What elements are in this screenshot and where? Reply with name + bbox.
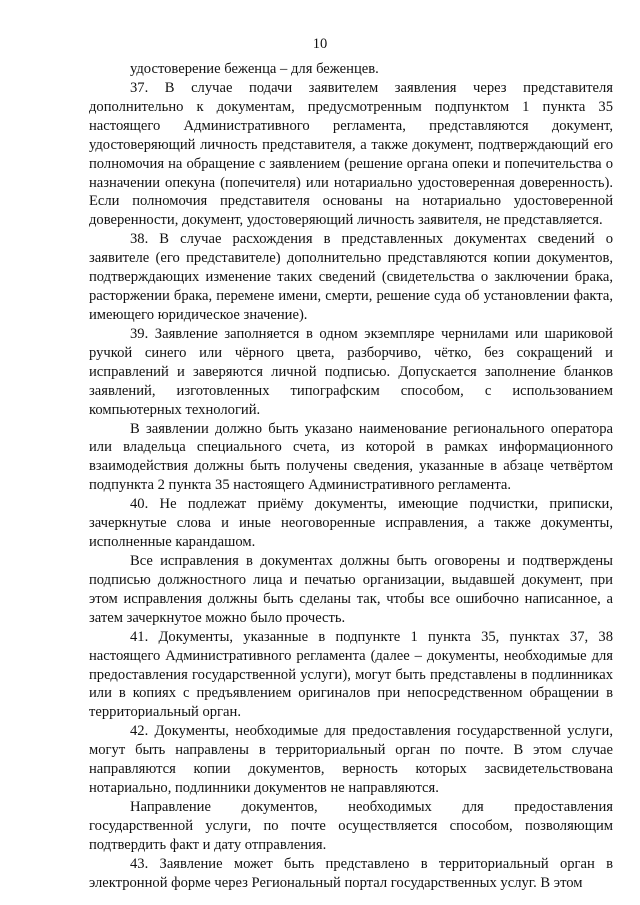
paragraph-38: 38. В случае расхождения в представленных документах сведений о заявителе (его представителе) дополнительно представляются копии документов, подтверждающих изменение таких сведений (свидетельства о заключении брака, расторжении брака, перемене имени, смерти, решение суда об установлении факта, имеющего юридическое значение). bbox=[89, 231, 613, 323]
paragraph-40-note: Все исправления в документах должны быть оговорены и подтверждены подписью должностного лица и печатью организации, выдавшей документ, при этом исправления должны быть сделаны так, чтобы все ошибочно написанное, а затем зачеркнутое можно было прочесть. bbox=[89, 552, 613, 626]
paragraph-37: 37. В случае подачи заявителем заявления через представителя дополнительно к документам, предусмотренным подпунктом 1 пункта 35 настоящего Административного регламента, представляются документ, удостоверяющий личность представителя, а также документ, подтверждающий его полномочия на обращение с заявлением (решение органа опеки и попечительства о назначении опекуна (попечителя) или нотариально удостоверенная доверенность). Если полномочия представителя основаны на нотариально удостоверенной доверенности, документ, удостоверяющий личность заявителя, не представляется. bbox=[89, 79, 613, 229]
paragraph-40: 40. Не подлежат приёму документы, имеющие подчистки, приписки, зачеркнутые слова и иные неоговоренные исправления, а также документы, исполненные карандашом. bbox=[89, 496, 613, 551]
paragraph-43: 43. Заявление может быть представлено в территориальный орган в электронной форме через Региональный портал государственных услуг. В этом bbox=[89, 855, 613, 891]
paragraph-39-note: В заявлении должно быть указано наименование регионального оператора или владельца специального счета, из которой в рамках информационного взаимодействия должны быть получены сведения, указанные в абзаце четвёртом подпункта 2 пункта 35 настоящего Административного регламента. bbox=[89, 420, 613, 494]
paragraph-39: 39. Заявление заполняется в одном экземпляре чернилами или шариковой ручкой синего или чёрного цвета, разборчиво, чётко, без сокращений и исправлений и заверяются личной подписью. Допускается заполнение бланков заявлений, изготовленных типографским способом, с использованием компьютерных технологий. bbox=[89, 325, 613, 418]
paragraph-41: 41. Документы, указанные в подпункте 1 пункта 35, пунктах 37, 38 настоящего Административного регламента (далее – документы, необходимые для предоставления государственной услуги), могут быть представлены в подлинниках или в копиях с предъявлением оригиналов при непосредственном обращении в территориальный орган. bbox=[89, 628, 613, 721]
paragraph-42-note: Направление документов, необходимых для предоставления государственной услуги, по почте осуществляется способом, позволяющим подтвердить факт и дату отправления. bbox=[89, 798, 613, 853]
paragraph-42: 42. Документы, необходимые для предоставления государственной услуги, могут быть направлены в территориальный орган по почте. В этом случае направляются копии документов, верность которых засвидетельствована нотариально, подлинники документов не направляются. bbox=[89, 723, 613, 797]
page-number: 10 bbox=[312, 36, 328, 52]
paragraph-continuation: удостоверение беженца – для беженцев. bbox=[130, 61, 379, 77]
body-text bbox=[89, 60, 613, 893]
